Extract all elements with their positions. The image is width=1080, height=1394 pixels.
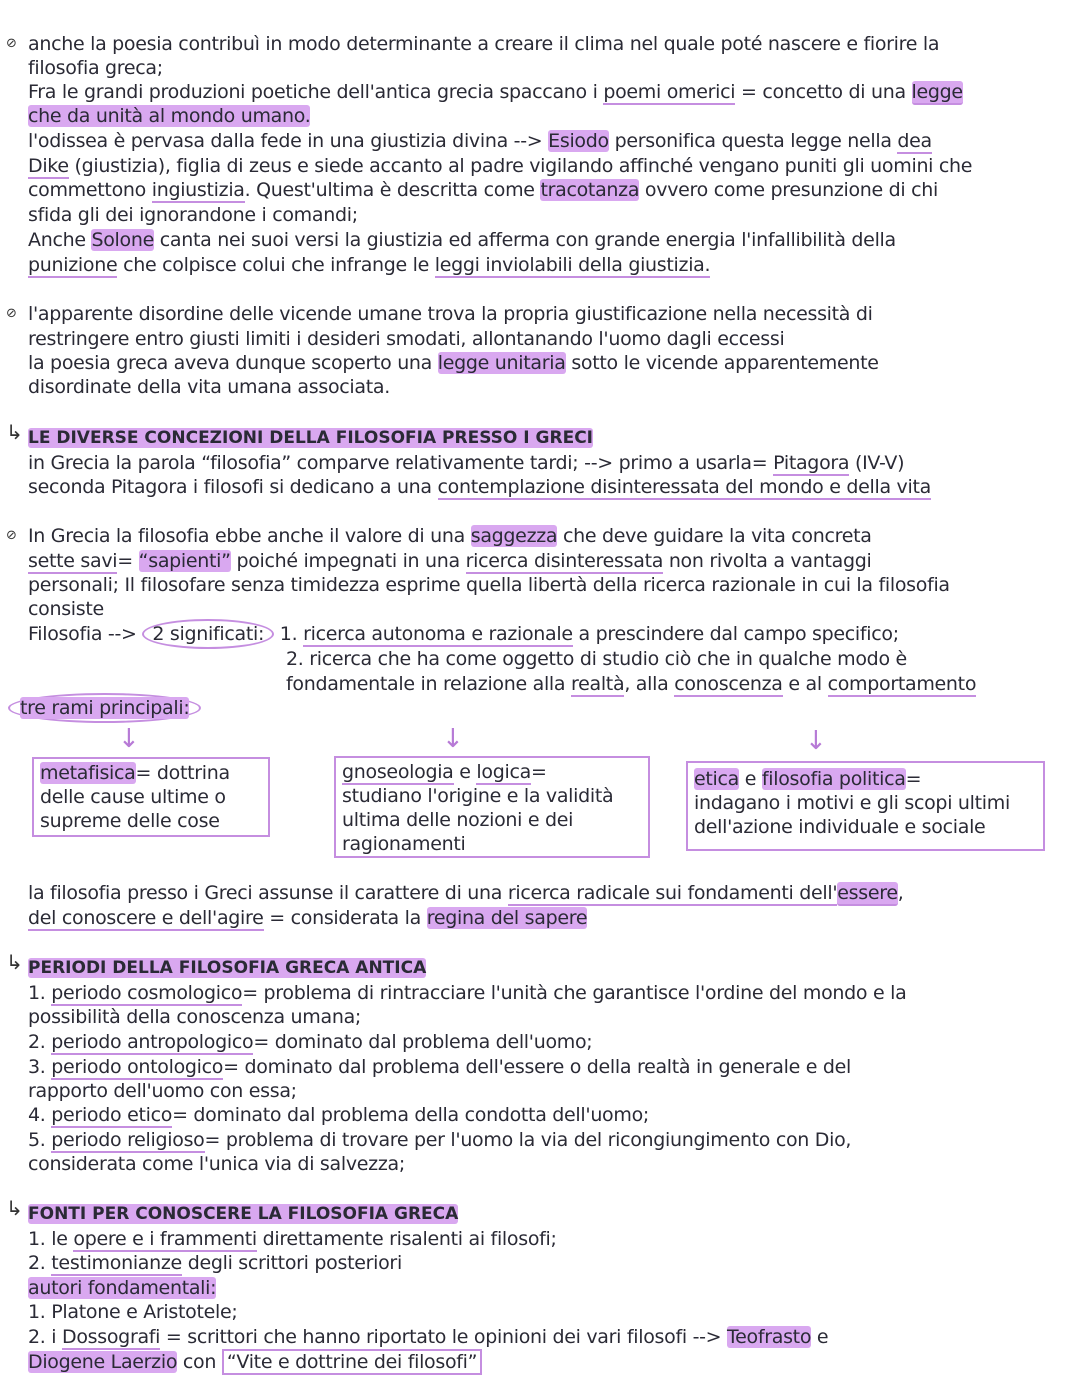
text-line: personali; Il filosofare senza timidezza esprime quella libertà della ricerca razionale in cui la filosofia: [28, 574, 950, 596]
text-line: commettono ingiustizia. Quest'ultima è descritta come tracotanza ovvero come presunzione di chi: [28, 179, 939, 201]
text-line: In Grecia la filosofia ebbe anche il valore di una saggezza che deve guidare la vita concreta: [28, 525, 872, 547]
bullet-icon: ⊘: [6, 36, 17, 51]
list-item: 2. i Dossografi = scrittori che hanno riportato le opinioni dei vari filosofi --> Teofrasto e: [28, 1326, 829, 1348]
text-line: del conoscere e dell'agire = considerata la regina del sapere: [28, 907, 588, 929]
hook-arrow-icon: ↳: [6, 1196, 23, 1220]
down-arrow-icon: ↓: [442, 724, 464, 754]
text-line: considerata come l'unica via di salvezza;: [28, 1153, 405, 1175]
text-line: l'odissea è pervasa dalla fede in una giustizia divina --> Esiodo personifica questa legge nella dea: [28, 130, 932, 152]
list-item: 2. testimonianze degli scrittori posteriori: [28, 1252, 402, 1274]
text-line: rapporto dell'uomo con essa;: [28, 1080, 297, 1102]
text-line: la poesia greca aveva dunque scoperto una legge unitaria sotto le vicende apparentemente: [28, 352, 879, 374]
text-line: Filosofia --> 2 significati: 1. ricerca autonoma e razionale a prescindere dal campo specifico;: [28, 622, 899, 646]
text-line: sette savi= “sapienti” poiché impegnati in una ricerca disinteressata non rivolta a vantaggi: [28, 550, 872, 572]
branches-label: tre rami principali:: [8, 696, 201, 720]
text-line: 2. ricerca che ha come oggetto di studio ciò che in qualche modo è: [286, 648, 907, 670]
text-line: che da unità al mondo umano.: [28, 105, 311, 127]
text-line: anche la poesia contribuì in modo determinante a creare il clima nel quale poté nascere e fiorire la: [28, 33, 940, 55]
section-heading: LE DIVERSE CONCEZIONI DELLA FILOSOFIA PRESSO I GRECI: [28, 428, 594, 448]
text-line: Fra le grandi produzioni poetiche dell'antica grecia spaccano i poemi omerici = concetto di una legge: [28, 81, 963, 103]
text-line: in Grecia la parola “filosofia” comparve relativamente tardi; --> primo a usarla= Pitagora (IV-V): [28, 452, 905, 474]
text-line: Anche Solone canta nei suoi versi la giustizia ed afferma con grande energia l'infallibilità della: [28, 229, 896, 251]
text-line: autori fondamentali:: [28, 1277, 217, 1299]
text-line: filosofia greca;: [28, 57, 163, 79]
list-item: 2. periodo antropologico= dominato dal problema dell'uomo;: [28, 1031, 593, 1053]
text-line: fondamentale in relazione alla realtà, alla conoscenza e al comportamento: [286, 673, 977, 695]
text-line: possibilità della conoscenza umana;: [28, 1006, 362, 1028]
text-line: restringere entro giusti limiti i desideri smodati, allontanando l'uomo dagli eccessi: [28, 328, 785, 350]
down-arrow-icon: ↓: [805, 726, 827, 756]
list-item: 1. le opere e i frammenti direttamente risalenti ai filosofi;: [28, 1228, 557, 1250]
text-line: sfida gli dei ignorandone i comandi;: [28, 204, 358, 226]
section-heading: FONTI PER CONOSCERE LA FILOSOFIA GRECA: [28, 1204, 459, 1224]
text-line: disordinate della vita umana associata.: [28, 376, 390, 398]
text-line: Dike (giustizia), figlia di zeus e siede accanto al padre vigilando affinché vengano puniti gli uomini che: [28, 155, 973, 177]
list-item: 3. periodo ontologico= dominato dal problema dell'essere o della realtà in generale e del: [28, 1056, 851, 1078]
hook-arrow-icon: ↳: [6, 420, 23, 444]
text-line: consiste: [28, 598, 104, 620]
branch-box-metafisica: metafisica= dottrina delle cause ultime o supreme delle cose: [32, 757, 270, 837]
bullet-icon: ⊘: [6, 528, 17, 543]
hook-arrow-icon: ↳: [6, 950, 23, 974]
text-line: seconda Pitagora i filosofi si dedicano a una contemplazione disinteressata del mondo e della vita: [28, 476, 931, 498]
text-line: l'apparente disordine delle vicende umane trova la propria giustificazione nella necessità di: [28, 303, 873, 325]
text-line: la filosofia presso i Greci assunse il carattere di una ricerca radicale sui fondamenti dell'essere,: [28, 882, 904, 904]
branch-box-etica: etica e filosofia politica= indagano i motivi e gli scopi ultimi dell'azione individuale e sociale: [686, 761, 1045, 851]
list-item: 4. periodo etico= dominato dal problema della condotta dell'uomo;: [28, 1104, 650, 1126]
text-line: punizione che colpisce colui che infrange le leggi inviolabili della giustizia.: [28, 254, 711, 276]
branch-box-gnoseologia: gnoseologia e logica= studiano l'origine e la validità ultima delle nozioni e dei ragionamenti: [334, 756, 650, 858]
bullet-icon: ⊘: [6, 306, 17, 321]
list-item: 1. periodo cosmologico= problema di rintracciare l'unità che garantisce l'ordine del mondo e la: [28, 982, 907, 1004]
section-heading: PERIODI DELLA FILOSOFIA GRECA ANTICA: [28, 958, 427, 978]
list-item: 1. Platone e Aristotele;: [28, 1301, 238, 1323]
down-arrow-icon: ↓: [118, 724, 140, 754]
text-line: Diogene Laerzio con “Vite e dottrine dei filosofi”: [28, 1350, 482, 1374]
list-item: 5. periodo religioso= problema di trovare per l'uomo la via del ricongiungimento con Dio,: [28, 1129, 852, 1151]
